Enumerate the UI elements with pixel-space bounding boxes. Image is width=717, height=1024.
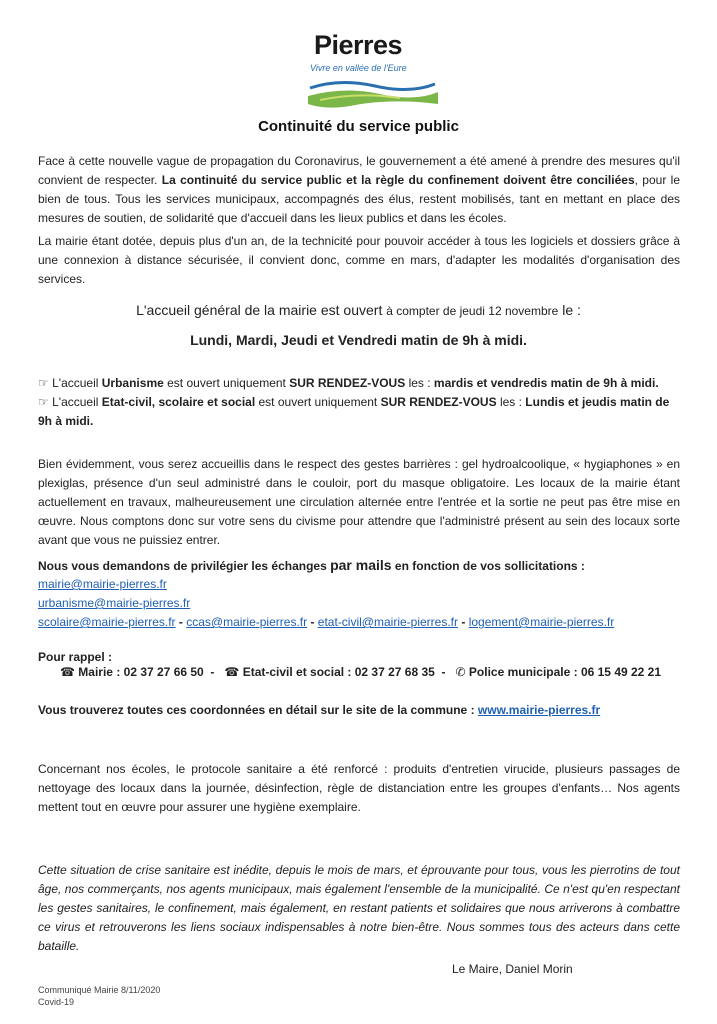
landscape-logo-icon — [300, 74, 440, 110]
footer-communique: Communiqué Mairie 8/11/2020 — [38, 985, 161, 995]
phone-police: Police municipale : 06 15 49 22 21 — [468, 665, 662, 679]
signature: Le Maire, Daniel Morin — [452, 962, 573, 976]
email-link-logement[interactable]: logement@mairie-pierres.fr — [468, 615, 615, 629]
email-link-mairie[interactable]: mairie@mairie-pierres.fr — [38, 577, 167, 591]
etatcivil-line: ☞ L'accueil Etat-civil, scolaire et social est ouvert uniquement SUR RENDEZ-VOUS les : Lundis et jeudis matin de 9h à midi. — [38, 395, 670, 428]
website-line: Vous trouverez toutes ces coordonnées en détail sur le site de la commune : www.mairie-pierres.fr — [38, 703, 601, 717]
phone-numbers: ☎ Mairie : 02 37 27 66 50 - ☎ Etat-civil et social : 02 37 27 68 35 - ✆ Police municipale : 06 15 49 22 21 — [60, 665, 662, 679]
phone-mairie: Mairie : 02 37 27 66 50 — [78, 665, 204, 679]
gestures-paragraph: Bien évidemment, vous serez accueillis dans le respect des gestes barrières : gel hydroalcoolique, « hygiaphones » en plexiglas, présence d'un seul administré dans le couloir, port du masque obligatoire. Les locaux de la mairie étant actuellement en travaux, malheureusement une circulation alternée entre l'entrée et la sortie ne peut pas être mise en œuvre. Nous comptons donc sur votre sens du civisme pour attendre que l'administré présent au sein des locaux sorte avant que vous ne puissiez entrer. — [38, 457, 680, 547]
rappel-heading: Pour rappel : — [38, 650, 113, 664]
hand-pointer-icon: ☞ — [38, 376, 49, 390]
hand-pointer-icon: ☞ — [38, 395, 49, 409]
email-link-ccas[interactable]: ccas@mairie-pierres.fr — [186, 615, 308, 629]
email-link-urbanisme[interactable]: urbanisme@mairie-pierres.fr — [38, 596, 191, 610]
telephone-icon: ☎ — [60, 665, 75, 679]
website-link[interactable]: www.mairie-pierres.fr — [477, 703, 601, 717]
mails-intro: Nous vous demandons de privilégier les échanges par mails en fonction de vos sollicitations : — [38, 557, 585, 573]
accueil-general: L'accueil général de la mairie est ouvert à compter de jeudi 12 novembre le : — [136, 302, 581, 318]
email-link-scolaire[interactable]: scolaire@mairie-pierres.fr — [38, 615, 176, 629]
phone-etatcivil: Etat-civil et social : 02 37 27 68 35 — [242, 665, 435, 679]
telephone-icon: ☎ — [224, 665, 240, 679]
logo-tagline: Vivre en vallée de l'Eure — [310, 63, 407, 73]
closing-paragraph: Cette situation de crise sanitaire est inédite, depuis le mois de mars, et éprouvante pour tous, vous les pierrotins de tout âge, nos commerçants, nos agents municipaux, mais également l'ensemble de la municipalité. Ce n'est qu'en respectant les gestes sanitaires, le confinement, mais également, en restant patients et solidaires que nous arriverons à combattre ce virus et retrouverons les liens sociaux indispensables à notre bien-être. Nous sommes tous des acteurs dans cette bataille. — [38, 863, 680, 953]
logo-name: Pierres — [314, 30, 403, 60]
accueil-days: Lundi, Mardi, Jeudi et Vendredi matin de 9h à midi. — [190, 332, 527, 348]
mobile-phone-icon: ✆ — [455, 665, 466, 679]
urbanisme-line: ☞ L'accueil Urbanisme est ouvert uniquement SUR RENDEZ-VOUS les : mardis et vendredis matin de 9h à midi. — [38, 376, 659, 390]
pierres-logo — [300, 30, 440, 110]
intro-paragraph: Face à cette nouvelle vague de propagation du Coronavirus, le gouvernement a été amené à prendre des mesures qu'il convient de respecter. La continuité du service public et la règle du confinement doivent être conciliées, pour le bien de tous. Tous les services municipaux, accompagnés des élus, restent mobilisés, tant en mettant en place des mesures de soutien, de solidarité que d'accueil dans les lieux publics et dans les écoles. — [38, 154, 680, 225]
email-link-etat-civil[interactable]: etat-civil@mairie-pierres.fr — [317, 615, 458, 629]
page-title: Continuité du service public — [258, 118, 459, 135]
remote-paragraph: La mairie étant dotée, depuis plus d'un an, de la technicité pour pouvoir accéder à tous les logiciels et dossiers grâce à une connexion à distance sécurisée, il convient donc, comme en mars, d'adapter les modalités d'organisation des services. — [38, 234, 680, 286]
email-row: scolaire@mairie-pierres.fr - ccas@mairie-pierres.fr - etat-civil@mairie-pierres.fr - logement@mairie-pierres.fr — [38, 615, 615, 629]
schools-paragraph: Concernant nos écoles, le protocole sanitaire a été renforcé : produits d'entretien virucide, plusieurs passages de nettoyage des locaux dans la journée, désinfection, règle de distanciation entre les groupes d'enfants… Nos agents mettent tout en œuvre pour assurer une hygiène exemplaire. — [38, 762, 680, 814]
footer-covid: Covid-19 — [38, 997, 75, 1007]
